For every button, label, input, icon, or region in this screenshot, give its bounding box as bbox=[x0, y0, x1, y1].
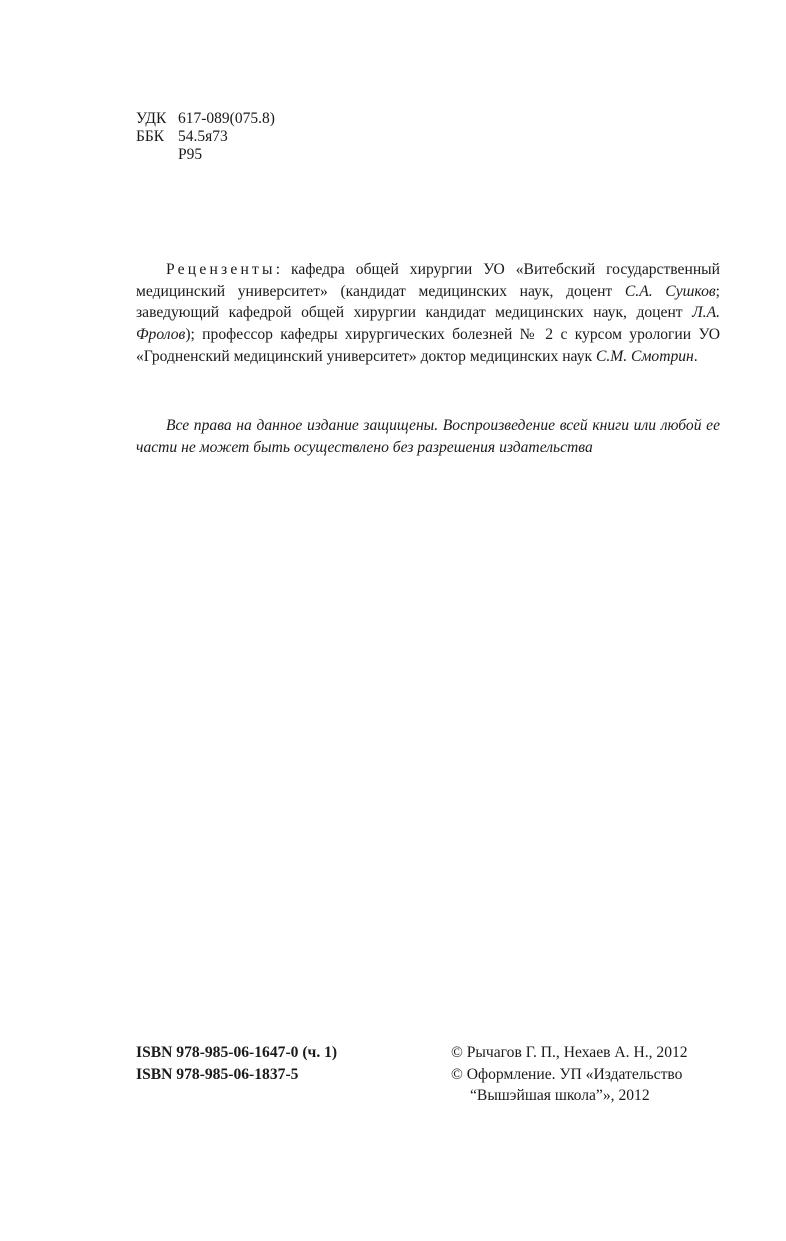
copyright-block bbox=[451, 1042, 726, 1107]
copyright-line-1: © Рычагов Г. П., Нехаев А. Н., 2012 bbox=[451, 1044, 688, 1061]
reviewers-text-1: : кафедра общей хирургии УО «Витебский государственный медицинский университет» (кандидат медицинских наук, доцент bbox=[136, 261, 720, 300]
udk-row bbox=[136, 110, 275, 128]
classification-block bbox=[136, 110, 275, 164]
reviewers-text-2: ; заведующий кафедрой общей хирургии кандидат медицинских наук, доцент bbox=[136, 282, 720, 322]
rights-notice: Все права на данное издание защищены. Воспроизведение всей книги или любой ее части не может быть осуществлено без разрешения издательства bbox=[136, 417, 720, 456]
bbk-row bbox=[136, 128, 275, 146]
reviewers-text-3: ); профессор кафедры хирургических болезней № 2 с курсом урологии УО «Гродненский медицинский университет» доктор медицинских наук bbox=[136, 326, 720, 365]
bbk-value: 54.5я73 bbox=[178, 128, 228, 145]
isbn-block bbox=[136, 1042, 337, 1085]
reviewer-name-2: Л.А. Фролов bbox=[136, 304, 720, 344]
author-mark: Р95 bbox=[178, 146, 203, 163]
reviewers-text-4: . bbox=[693, 347, 698, 365]
reviewers-label: Рецензенты bbox=[166, 261, 276, 278]
reviewer-name-1: С.А. Сушков bbox=[624, 282, 716, 300]
reviewers-paragraph bbox=[136, 259, 720, 368]
udk-label: УДК bbox=[136, 110, 167, 127]
copyright-line-3: “Вышэйшая школа”», 2012 bbox=[470, 1087, 650, 1104]
copyright-line-2: © Оформление. УП «Издательство bbox=[451, 1065, 683, 1083]
bbk-label: ББК bbox=[136, 128, 165, 145]
udk-value: 617-089(075.8) bbox=[178, 110, 275, 127]
isbn-line-1: ISBN 978-985-06-1647-0 (ч. 1) bbox=[136, 1044, 338, 1061]
isbn-line-2: ISBN 978-985-06-1837-5 bbox=[136, 1065, 299, 1083]
reviewer-name-3: С.М. Смотрин bbox=[595, 347, 694, 365]
